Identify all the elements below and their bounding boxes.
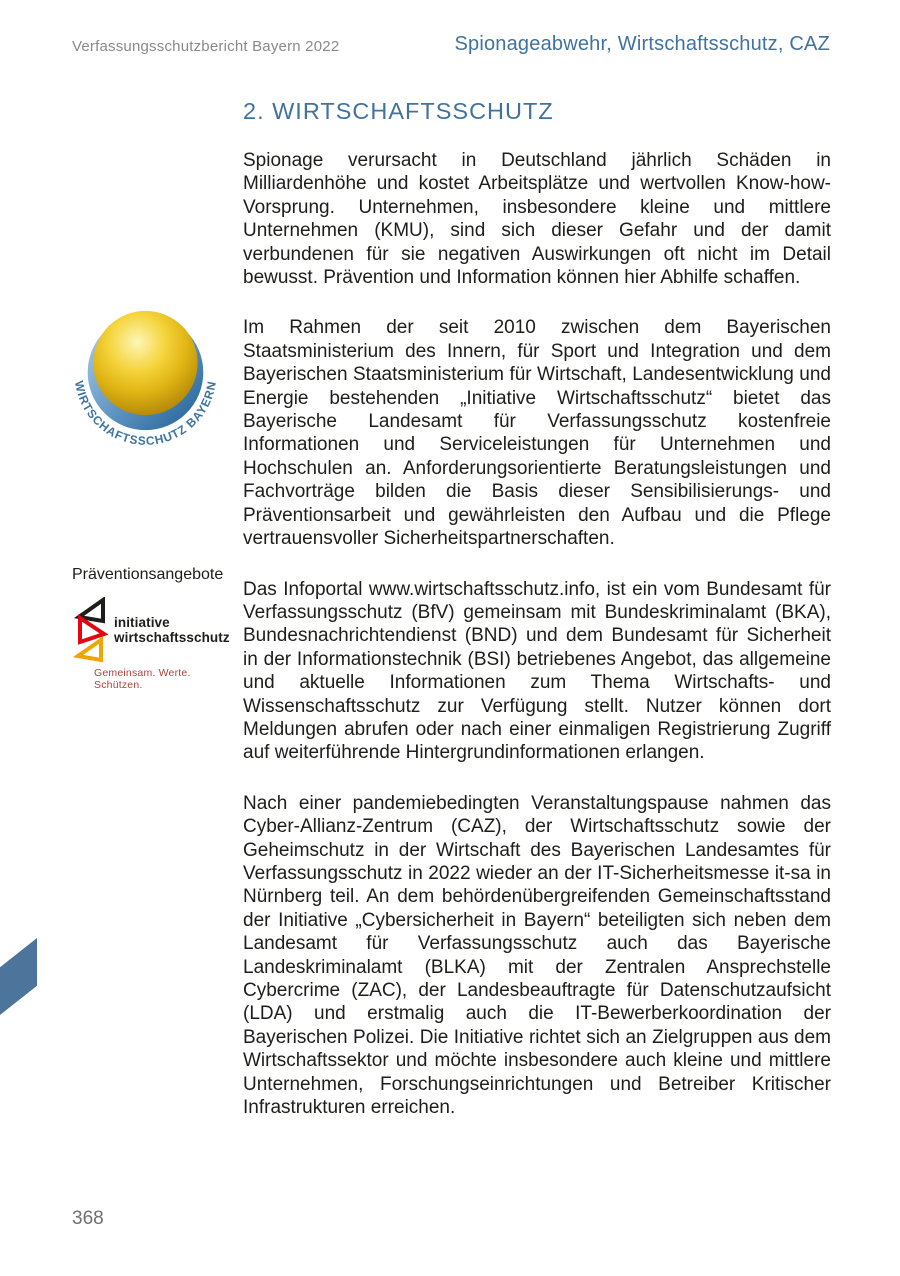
running-head-left: Verfassungsschutzbericht Bayern 2022 [72, 38, 340, 55]
paragraph-infoportal: Das Infoportal www.wirtschaftsschutz.info, ist ein vom Bundesamt für Verfassungsschutz (BfV) gemeinsam mit Bundeskriminalamt (BKA), Bundesnachrichtendienst (BND) und dem Bundesamt für Sicherheit in der Informationstechnik (BSI) betriebenes Angebot, das allgemeine und aktuelle Informationen zum Thema Wirtschafts- und Wissenschaftsschutz zur Verfügung stellt. Nutzer können dort Meldungen abrufen oder nach einer einmaligen Registrierung Zugriff auf weiterführende Hintergrundinformationen erlangen. [243, 578, 831, 764]
sidebar-label-praeventionsangebote: Präventionsangebote [72, 566, 224, 583]
paragraph-spionage: Spionage verursacht in Deutschland jährlich Schäden in Milliardenhöhe und kostet Arbeitsplätze und wertvollen Know-how-Vorsprung. Unternehmen, insbesondere kleine und mittlere Unternehmen (KMU), sind sich dieser Gefahr und der damit verbundenen für sie negativen Auswirkungen oft nicht im Detail bewusst. Prävention und Information können hier Abhilfe schaffen. [243, 150, 831, 289]
running-head-right: Spionageabwehr, Wirtschaftsschutz, CAZ [454, 33, 830, 55]
paragraph-it-sa-messe: Nach einer pandemiebedingten Veranstaltungspause nahmen das Cyber-Allianz-Zentrum (CAZ), der Wirtschaftsschutz sowie der Geheimschutz in der Wirtschaft des Bayerischen Landesamtes für Verfassungsschutz in 2022 wieder an der IT-Sicherheitsmesse it-sa in Nürnberg teil. An dem behördenübergreifenden Gemeinschaftsstand der Initiative „Cybersicherheit in Bayern“ beteiligten sich neben dem Landesamt für Verfassungsschutz auch das Bayerische Landeskriminalamt (BLKA) mit der Zentralen Ansprechstelle Cybercrime (ZAC), der Landesbeauftragte für Datenschutzaufsicht (LDA) und erstmalig auch die IT-Bewerberkoordination der Bayerischen Polizei. Die Initiative richtet sich an Zielgruppen aus dem Wirtschaftssektor und möchte insbesondere auch kleine und mittlere Unternehmen, Forschungseinrichtungen und Betreiber Kritischer Infrastrukturen erreichen. [243, 792, 831, 1119]
initiative-logo-line2: wirtschaftsschutz [114, 630, 230, 645]
wirtschaftsschutz-bayern-logo [66, 300, 226, 456]
sphere-crescent-icon [66, 300, 226, 456]
arc-label: WIRTSCHAFTSSCHUTZ BAYERN [71, 379, 219, 448]
initiative-logo-wordmark [114, 615, 230, 645]
section-heading: 2. WIRTSCHAFTSSCHUTZ [243, 98, 554, 124]
initiative-logo-tagline: Gemeinsam. Werte. Schützen. [94, 667, 191, 691]
initiative-logo-line1: initiative [114, 614, 170, 630]
initiative-wirtschaftsschutz-logo [70, 597, 230, 691]
body-text-column [243, 149, 831, 1146]
triangles-icon [70, 597, 108, 663]
paragraph-initiative-wirtschaftsschutz: Im Rahmen der seit 2010 zwischen dem Bayerischen Staatsministerium des Innern, für Sport und Integration und dem Bayerischen Staatsministerium für Wirtschaft, Landesentwicklung und Energie bestehenden „Initiative Wirtschaftsschutz“ bietet das Bayerische Landesamt für Verfassungsschutz kostenfreie Informationen und Serviceleistungen für Unternehmen und Hochschulen an. Anforderungsorientierte Beratungsleistungen und Fachvorträge bilden die Basis dieser Sensibilisierungs- und Präventionsarbeit und gewährleisten den Aufbau und die Pflege vertrauensvoller Sicherheitspartnerschaften. [243, 317, 831, 550]
page-number: 368 [72, 1208, 104, 1229]
blue-corner-mark [0, 938, 37, 1015]
